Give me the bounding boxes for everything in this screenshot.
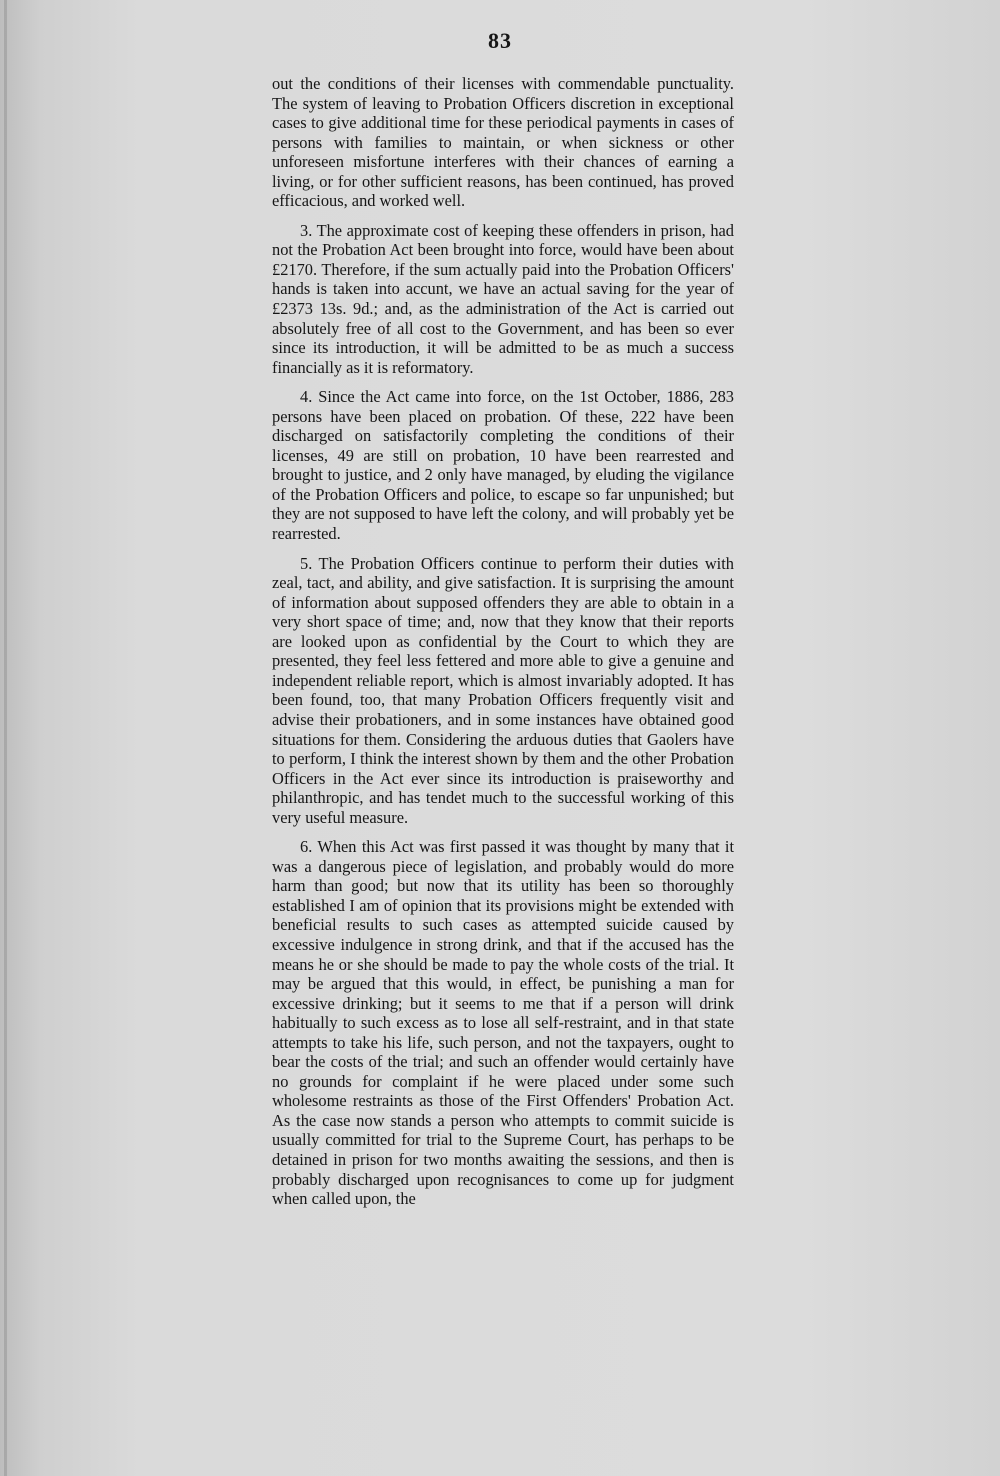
paragraph-4: 4. Since the Act came into force, on the 1st October, 1886, 283 persons have been placed on probation. Of these, 222 have been discharged on satisfactorily completing the conditions of their licenses, 49 are still on probation, 10 have been rearrested and brought to justice, and 2 only have managed, by eluding the vigilance of the Probation Officers and police, to escape so far unpunished; but they are not supposed to have left the colony, and will probably yet be rearrested. [272, 387, 734, 544]
paragraph-continuation: out the conditions of their licenses with commendable punctuality. The system of leaving to Probation Officers discretion in exceptional cases to give additional time for these periodical payments in cases of persons with families to maintain, or when sickness or other unforeseen misfortune interferes with their chances of earning a living, or for other sufficient reasons, has been continued, has proved efficacious, and worked well. [272, 74, 734, 211]
body-text [272, 74, 734, 1209]
page-binding-edge [4, 0, 7, 1476]
paragraph-3: 3. The approximate cost of keeping these offenders in prison, had not the Probation Act been brought into force, would have been about £2170. Therefore, if the sum actually paid into the Probation Officers' hands is taken into accunt, we have an actual saving for the year of £2373 13s. 9d.; and, as the administration of the Act is carried out absolutely free of all cost to the Government, and has been so ever since its introduction, it will be admitted to be as much a success financially as it is reformatory. [272, 220, 734, 377]
paragraph-5: 5. The Probation Officers continue to perform their duties with zeal, tact, and ability, and give satisfaction. It is surprising the amount of information about supposed offenders they are able to obtain in a very short space of time; and, now that they know that their reports are looked upon as confidential by the Court to which they are presented, they feel less fettered and more able to give a genuine and independent reliable report, which is almost invariably adopted. It has been found, too, that many Probation Officers frequently visit and advise their probationers, and in some instances have obtained good situations for them. Considering the arduous duties that Gaolers have to perform, I think the interest shown by them and the other Probation Officers in the Act ever since its introduction is praiseworthy and philanthropic, and has tendet much to the successful working of this very useful measure. [272, 553, 734, 827]
paragraph-6: 6. When this Act was first passed it was thought by many that it was a dangerous piece of legislation, and probably would do more harm than good; but now that its utility has been so thoroughly established I am of opinion that its provisions might be extended with beneficial results to such cases as attempted suicide caused by excessive indulgence in strong drink, and that if the accused has the means he or she should be made to pay the whole costs of the trial. It may be argued that this would, in effect, be punishing a man for excessive drinking; but it seems to me that if a person will drink habitually to such excess as to lose all self-restraint, and in that state attempts to take his life, such person, and not the taxpayers, ought to bear the costs of the trial; and such an offender would certainly have no grounds for complaint if he were placed under some such wholesome restraints as those of the First Offenders' Probation Act. As the case now stands a person who attempts to commit suicide is usually committed for trial to the Supreme Court, has perhaps to be detained in prison for two months awaiting the sessions, and then is probably discharged upon recognisances to come up for judgment when called upon, the [272, 837, 734, 1209]
page-number: 83 [488, 28, 512, 53]
